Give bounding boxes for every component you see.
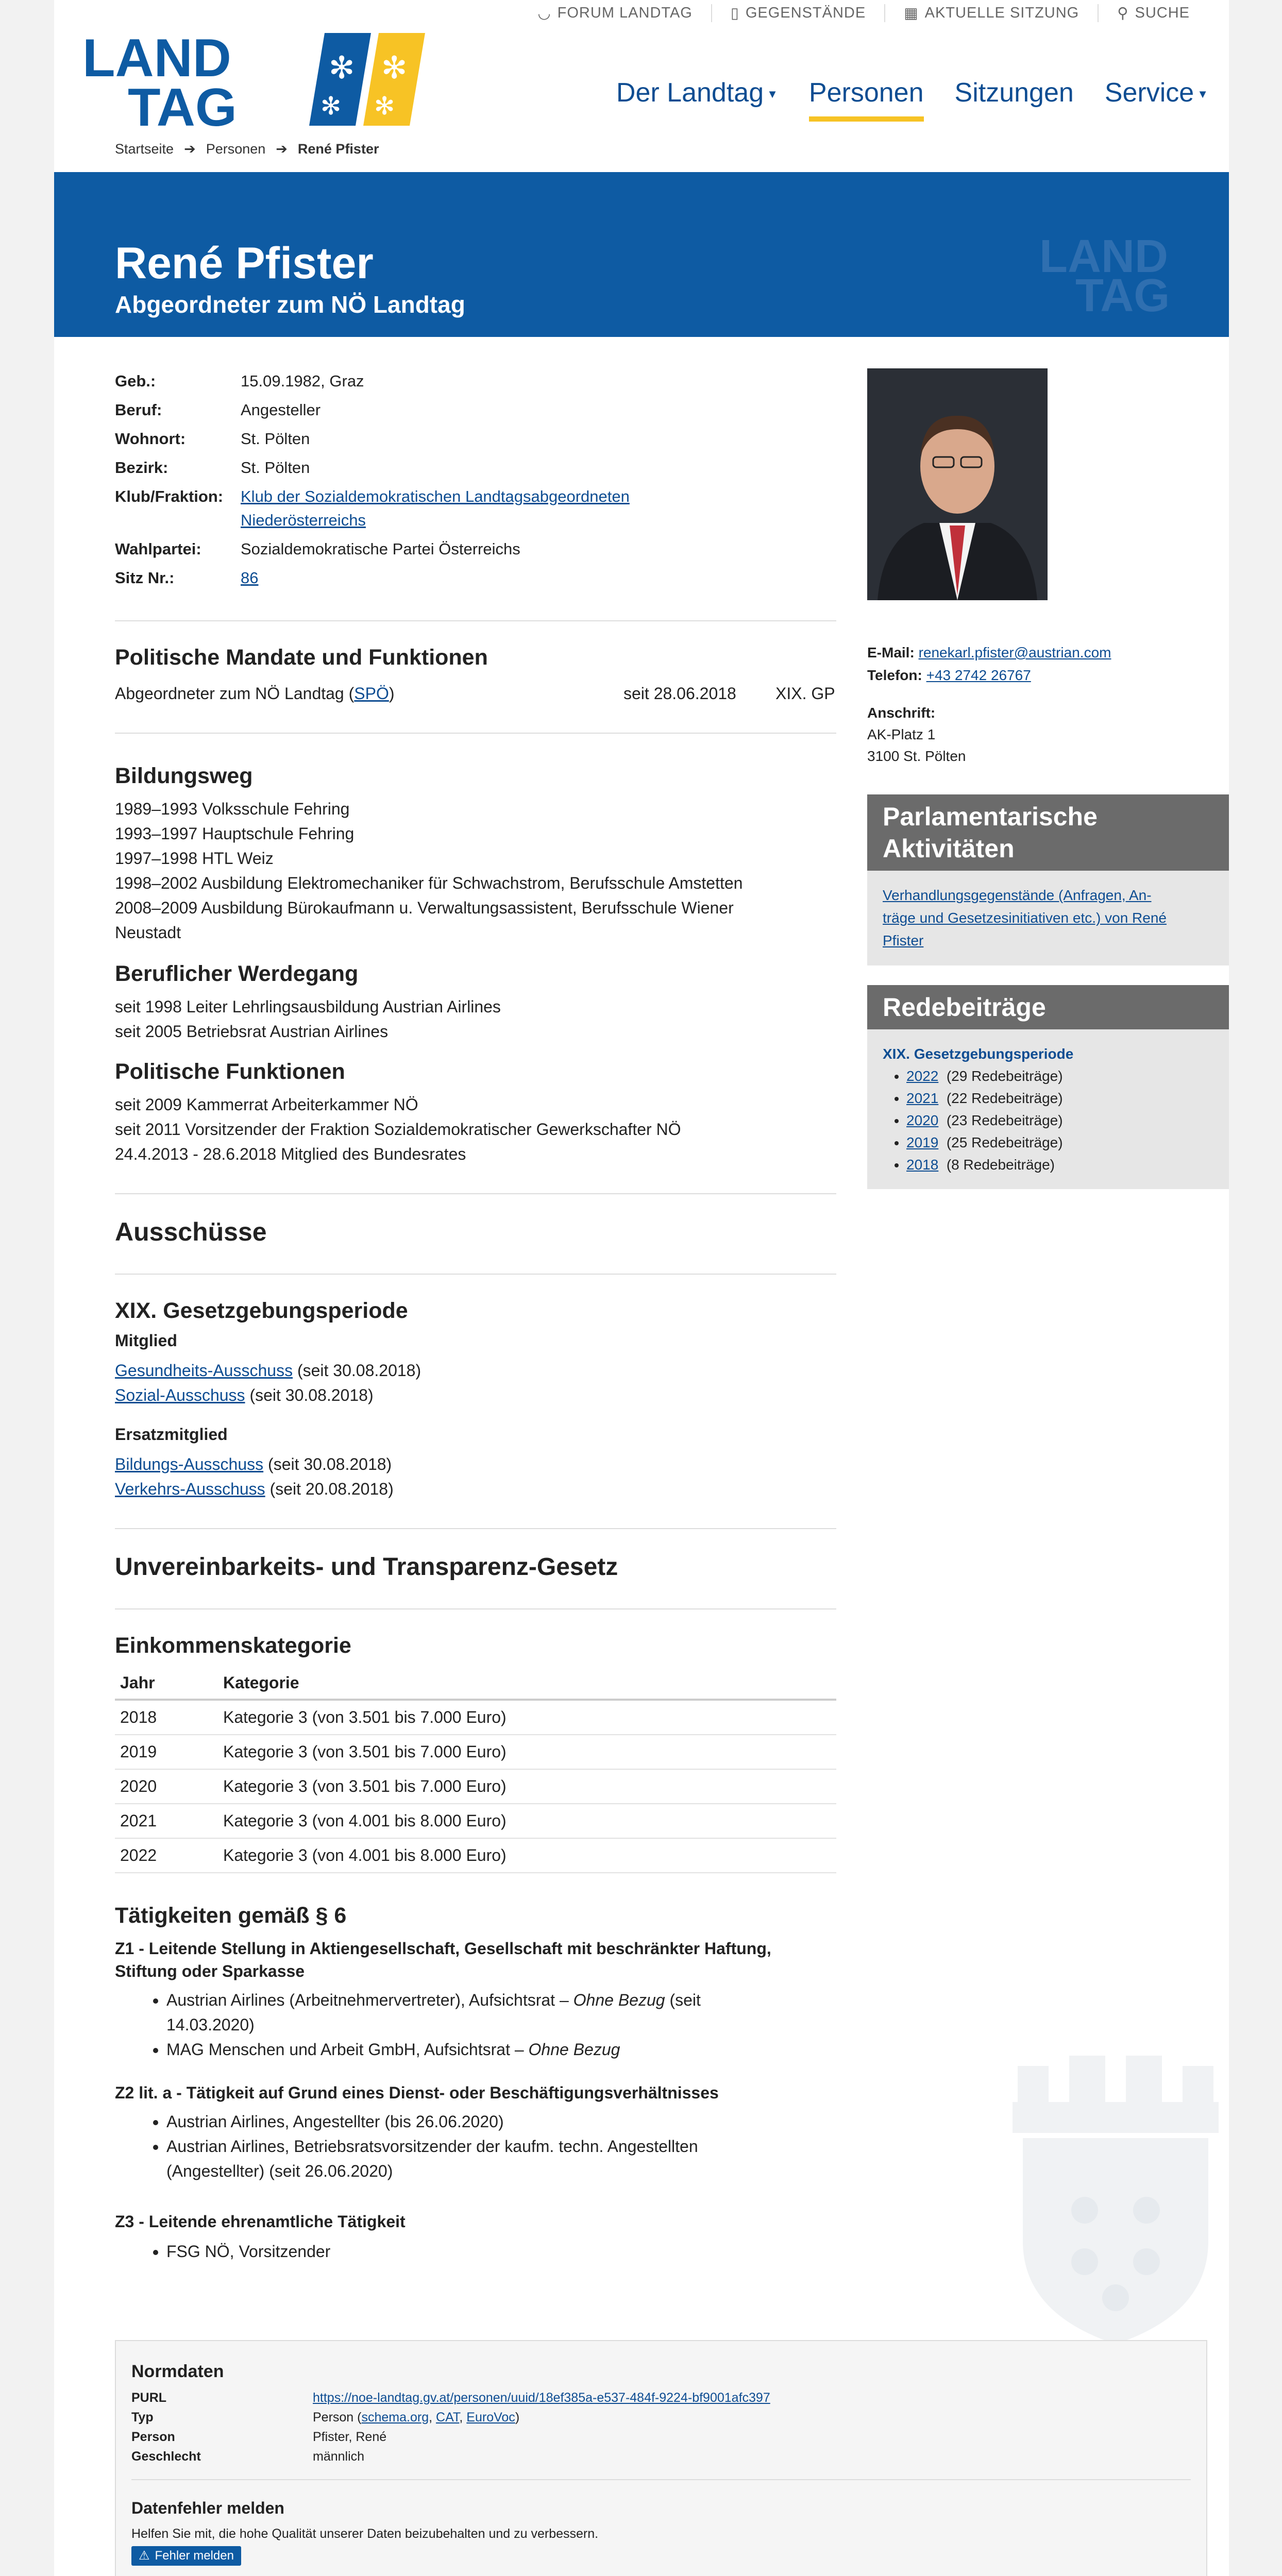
purl-link[interactable]: https://noe-landtag.gv.at/personen/uuid/18ef385a-e537-484f-9224-bf9001afc397: [313, 2391, 770, 2405]
page: [54, 0, 1229, 2576]
nav-personen[interactable]: [809, 77, 924, 122]
polfunk-line: 24.4.2013 - 28.6.2018 Mitglied des Bundesrates: [115, 1145, 466, 1163]
unvereinbarkeit-heading: Unvereinbarkeits- und Transparenz-Gesetz: [115, 1553, 618, 1581]
einkommen-heading: Einkommenskategorie: [115, 1633, 351, 1658]
info-row-sitz: [115, 564, 630, 592]
table-row: [115, 1804, 836, 1838]
page-title: René Pfister: [115, 239, 374, 288]
personal-info: [115, 367, 630, 592]
normdaten-box: [115, 2340, 1207, 2576]
warning-icon: ⚠: [139, 2549, 150, 2563]
norm-row-typ: Typ Person (schema.org, CAT, EuroVoc): [131, 2410, 520, 2425]
bildungsweg-heading: Bildungsweg: [115, 764, 253, 788]
ersatz-list: [115, 1452, 394, 1501]
ausschuesse-heading: Ausschüsse: [115, 1217, 267, 1246]
rede-year-link[interactable]: 2020: [906, 1112, 939, 1128]
parl-box-header: [867, 794, 1229, 871]
info-label: Bezirk:: [115, 459, 168, 477]
info-row-klub: [115, 482, 630, 535]
mitglied-list: [115, 1358, 421, 1408]
divider: [115, 620, 836, 621]
fehler-melden-button[interactable]: [131, 2546, 241, 2566]
nav-landtag-label: Der Landtag: [616, 78, 764, 108]
rede-count: (25 Redebeiträge): [946, 1134, 1063, 1150]
list-item: [166, 1988, 701, 2037]
nav-personen-label: Personen: [808, 78, 924, 108]
z1-item-em: Ohne Bezug: [573, 1991, 665, 2009]
forum-link[interactable]: [519, 4, 711, 22]
polfunk-list: [115, 1092, 681, 1166]
search-label: SUCHE: [1135, 5, 1190, 21]
main-nav: [616, 77, 1208, 122]
cell-kategorie: Kategorie 3 (von 3.501 bis 7.000 Euro): [218, 1700, 836, 1735]
norm-value: männlich: [313, 2449, 365, 2464]
z1-item-text: (seit: [665, 1991, 701, 2009]
mandate-gp: XIX. GP: [775, 684, 835, 703]
divider: [115, 1608, 836, 1609]
cat-link[interactable]: CAT: [436, 2410, 460, 2425]
nav-service[interactable]: [1105, 77, 1208, 122]
rede-count: (22 Redebeiträge): [946, 1090, 1063, 1106]
bildung-line: 1989–1993 Volksschule Fehring: [115, 800, 350, 818]
ausschuss-since: (seit 30.08.2018): [245, 1386, 374, 1404]
mandate-since: seit 28.06.2018: [623, 684, 736, 703]
z1-title-line: Stiftung oder Sparkasse: [115, 1962, 305, 1980]
info-value: 15.09.1982, Graz: [241, 372, 364, 390]
ersatzmitglied-heading: Ersatzmitglied: [115, 1425, 228, 1444]
info-value: St. Pölten: [241, 430, 310, 448]
list-item: [166, 2134, 698, 2183]
normdaten-heading: Normdaten: [131, 2362, 224, 2381]
z2-heading: Z2 lit. a - Tätigkeit auf Grund eines Dienst- oder Beschäftigungsverhältnisses: [115, 2083, 719, 2102]
telefon-row: [867, 664, 1111, 687]
z2-item-text: (Angestellter) (seit 26.06.2020): [166, 2162, 393, 2180]
z3-heading: Z3 - Leitende ehrenamtliche Tätigkeit: [115, 2212, 406, 2231]
list-item: [906, 1154, 1213, 1176]
list-item: [906, 1087, 1213, 1109]
watermark-land: LAND: [1039, 231, 1168, 282]
bildung-line: 1997–1998 HTL Weiz: [115, 849, 274, 868]
ausschuss-since: (seit 30.08.2018): [293, 1361, 421, 1380]
cell-kategorie: Kategorie 3 (von 4.001 bis 8.000 Euro): [218, 1804, 836, 1838]
info-label: Beruf:: [115, 401, 162, 419]
z1-item-text: Austrian Airlines (Arbeitnehmervertreter), Aufsichtsrat –: [166, 1991, 573, 2009]
svg-text:✻: ✻: [381, 50, 408, 86]
arrow-right-icon: ➔: [276, 141, 288, 157]
norm-row-geschlecht: [131, 2449, 364, 2464]
cell-jahr: 2018: [115, 1700, 218, 1735]
mandate-text: Abgeordneter zum NÖ Landtag (: [115, 684, 355, 703]
mandate-close: ): [389, 684, 395, 703]
norm-label: Typ: [131, 2410, 154, 2425]
forum-icon: ◡: [537, 5, 551, 22]
z1-item-em: Ohne Bezug: [528, 2040, 620, 2059]
z1-item-text: MAG Menschen und Arbeit GmbH, Aufsichtsrat –: [166, 2040, 529, 2059]
search-link[interactable]: [1098, 4, 1208, 22]
rede-year-link[interactable]: 2018: [906, 1157, 939, 1173]
redebeitraege-box: [867, 985, 1229, 1189]
parl-title-line: Aktivitäten: [883, 834, 1015, 863]
cell-jahr: 2019: [115, 1735, 218, 1769]
info-value: Angesteller: [241, 401, 321, 419]
hero-banner: [54, 172, 1229, 337]
anschrift-label: Anschrift:: [867, 705, 936, 721]
parl-title-line: Parlamentarische: [883, 802, 1098, 831]
address-line: 3100 St. Pölten: [867, 748, 966, 764]
list-item: [906, 1131, 1213, 1154]
caret-down-icon: ▼: [767, 88, 778, 101]
fehler-melden-label: Fehler melden: [155, 2549, 234, 2563]
z2-list: [115, 2109, 698, 2183]
coat-of-arms-watermark: [1007, 2056, 1224, 2344]
ausschuss-item: [115, 1358, 421, 1383]
klub-link[interactable]: [241, 485, 630, 532]
rede-year-link[interactable]: 2022: [906, 1068, 939, 1084]
datenfehler-heading: Datenfehler melden: [131, 2499, 284, 2517]
cell-jahr: 2022: [115, 1838, 218, 1873]
mitglied-heading: Mitglied: [115, 1331, 177, 1350]
cell-jahr: 2021: [115, 1804, 218, 1838]
norm-label: Person: [131, 2430, 175, 2444]
cell-kategorie: Kategorie 3 (von 3.501 bis 7.000 Euro): [218, 1769, 836, 1804]
bildung-line: Neustadt: [115, 923, 181, 942]
parl-link-line: Pfister: [883, 933, 924, 948]
table-row: [115, 1838, 836, 1873]
table-row: [115, 1735, 836, 1769]
bildungs-ausschuss-link[interactable]: Bildungs-Ausschuss: [115, 1455, 264, 1473]
info-row-beruf: [115, 396, 630, 425]
klub-link-line2: Niederösterreichs: [241, 511, 366, 529]
z3-list: [115, 2239, 330, 2264]
utility-nav: [519, 4, 1208, 22]
hero-watermark: [1039, 231, 1170, 321]
info-value: St. Pölten: [241, 459, 310, 477]
info-label: Klub/Fraktion:: [115, 487, 224, 505]
norm-label: PURL: [131, 2391, 167, 2405]
bildung-line: 2008–2009 Ausbildung Bürokaufmann u. Verwaltungsassistent, Berufsschule Wiener: [115, 899, 734, 917]
breadcrumb-home[interactable]: Startseite: [115, 141, 174, 157]
rede-count: (29 Redebeiträge): [946, 1068, 1063, 1084]
werdegang-line: seit 2005 Betriebsrat Austrian Airlines: [115, 1022, 389, 1041]
arrow-right-icon: ➔: [184, 141, 196, 157]
telefon-label: Telefon:: [867, 667, 922, 683]
bildungsweg-list: [115, 796, 743, 945]
table-row: [115, 1769, 836, 1804]
divider: [115, 1528, 836, 1529]
z1-item-text: 14.03.2020): [166, 2015, 255, 2034]
list-item: • FSG NÖ, Vorsitzender: [166, 2239, 330, 2264]
norm-row-purl: [131, 2391, 770, 2405]
table-header-row: [115, 1667, 836, 1700]
col-jahr: Jahr: [115, 1667, 218, 1700]
nav-service-label: Service: [1104, 78, 1194, 108]
aktuelle-sitzung-link[interactable]: [884, 4, 1098, 22]
polfunk-line: seit 2009 Kammerrat Arbeiterkammer NÖ: [115, 1095, 418, 1114]
rede-box-header: Redebeiträge: [867, 985, 1229, 1029]
info-value: Sozialdemokratische Partei Österreichs: [241, 540, 520, 558]
norm-label: Geschlecht: [131, 2449, 201, 2464]
ausschuss-item: [115, 1452, 394, 1477]
anschrift-block: [867, 702, 1111, 767]
info-row-wohnort: [115, 425, 630, 453]
bildung-line: 1998–2002 Ausbildung Elektromechaniker für Schwachstrom, Berufsschule Amstetten: [115, 874, 743, 892]
email-link[interactable]: renekarl.pfister@austrian.com: [918, 645, 1111, 660]
list-item: [906, 1065, 1213, 1087]
parl-box-body: [867, 871, 1229, 965]
polfunk-heading: Politische Funktionen: [115, 1059, 345, 1084]
document-icon: ▯: [730, 5, 739, 22]
breadcrumb-personen[interactable]: Personen: [206, 141, 266, 157]
caret-down-icon: ▼: [1197, 88, 1208, 101]
nav-sitzungen-label: Sitzungen: [954, 78, 1074, 108]
mandate-heading: Politische Mandate und Funktionen: [115, 645, 488, 670]
rede-year-link[interactable]: 2021: [906, 1090, 939, 1106]
ausschuss-since: (seit 20.08.2018): [265, 1480, 394, 1498]
svg-text:✻: ✻: [374, 92, 395, 121]
ausschuss-item: [115, 1477, 394, 1501]
verkehrs-ausschuss-link[interactable]: Verkehrs-Ausschuss: [115, 1480, 265, 1498]
logo-text-tag: TAG: [128, 78, 237, 130]
polfunk-line: seit 2011 Vorsitzender der Fraktion Sozialdemokratischer Gewerkschafter NÖ: [115, 1120, 681, 1139]
schema-org-link[interactable]: schema.org: [361, 2410, 429, 2425]
norm-typ-close: ): [515, 2410, 520, 2425]
info-row-wahlpartei: [115, 535, 630, 564]
ausschuesse-period: XIX. Gesetzgebungsperiode: [115, 1298, 408, 1323]
werdegang-list: [115, 994, 501, 1044]
info-row-geb: [115, 367, 630, 396]
page-subtitle: Abgeordneter zum NÖ Landtag: [115, 291, 465, 318]
address-line: AK-Platz 1: [867, 726, 936, 742]
portrait-photo: [867, 368, 1048, 600]
ausschuss-item: [115, 1383, 421, 1408]
parl-link-line: träge und Gesetzesinitiativen etc.) von René: [883, 910, 1167, 926]
list-item: [166, 2037, 701, 2062]
gesundheits-ausschuss-link[interactable]: Gesundheits-Ausschuss: [115, 1361, 293, 1380]
list-item: • Austrian Airlines, Angestellter (bis 26.06.2020): [166, 2109, 698, 2134]
z2-item-text: Austrian Airlines, Betriebsratsvorsitzender der kaufm. techn. Angestellten: [166, 2137, 698, 2156]
telefon-link[interactable]: +43 2742 26767: [926, 667, 1031, 683]
rede-year-link[interactable]: 2019: [906, 1134, 939, 1150]
svg-text:✻: ✻: [329, 50, 355, 86]
datenfehler-text: Helfen Sie mit, die hohe Qualität unserer Daten beizubehalten und zu verbessern.: [131, 2527, 599, 2541]
party-link[interactable]: SPÖ: [354, 684, 389, 703]
table-row: [115, 1700, 836, 1735]
svg-text:✻: ✻: [320, 92, 342, 121]
taetigkeiten-heading: Tätigkeiten gemäß § 6: [115, 1903, 347, 1928]
ausschuss-since: (seit 30.08.2018): [263, 1455, 392, 1473]
norm-row-person: [131, 2430, 386, 2445]
bildung-line: 1993–1997 Hauptschule Fehring: [115, 824, 355, 843]
info-label: Geb.:: [115, 372, 156, 390]
werdegang-line: seit 1998 Leiter Lehrlingsausbildung Austrian Airlines: [115, 997, 501, 1016]
gegenstaende-label: GEGENSTÄNDE: [745, 5, 866, 21]
logo-text-land: LAND: [82, 32, 231, 88]
divider: [115, 1274, 836, 1275]
search-icon: ⚲: [1117, 5, 1129, 22]
watermark-tag: TAG: [1075, 270, 1170, 321]
calendar-icon: ▦: [904, 5, 919, 22]
col-kategorie: Kategorie: [218, 1667, 836, 1700]
list-item: [906, 1109, 1213, 1131]
z1-list: [115, 1988, 701, 2062]
norm-typ-text: Person (: [313, 2410, 362, 2425]
divider: [115, 1193, 836, 1194]
gegenstaende-link[interactable]: [711, 4, 884, 22]
einkommen-table: [115, 1667, 836, 1873]
klub-link-line1: Klub der Sozialdemokratischen Landtagsabgeordneten: [241, 487, 630, 505]
mandate-row: [115, 681, 395, 706]
cell-kategorie: Kategorie 3 (von 4.001 bis 8.000 Euro): [218, 1838, 836, 1873]
verhandlungsgegenstaende-link[interactable]: [883, 887, 1167, 948]
parl-link-line: Verhandlungsgegenstände (Anfragen, An-: [883, 887, 1152, 903]
info-label: Wahlpartei:: [115, 540, 201, 558]
z1-title-line: Z1 - Leitende Stellung in Aktiengesellschaft, Gesellschaft mit beschränkter Haftung,: [115, 1939, 771, 1958]
rede-box-body: [867, 1029, 1229, 1189]
parlamentarische-aktivitaeten-box: [867, 794, 1229, 965]
email-row: [867, 641, 1111, 664]
info-row-bezirk: [115, 453, 630, 482]
info-label: Sitz Nr.:: [115, 569, 175, 587]
breadcrumb: [115, 141, 379, 157]
rede-period: XIX. Gesetzgebungsperiode: [883, 1046, 1074, 1062]
nav-sitzungen[interactable]: [955, 77, 1074, 122]
sozial-ausschuss-link[interactable]: Sozial-Ausschuss: [115, 1386, 245, 1404]
email-label: E-Mail:: [867, 645, 915, 660]
info-label: Wohnort:: [115, 430, 186, 448]
z1-heading: [115, 1937, 771, 1982]
divider: [115, 733, 836, 734]
cell-kategorie: Kategorie 3 (von 3.501 bis 7.000 Euro): [218, 1735, 836, 1769]
breadcrumb-current: René Pfister: [297, 141, 379, 157]
rede-count: (23 Redebeiträge): [946, 1112, 1063, 1128]
divider: [131, 2479, 1191, 2480]
rede-count: (8 Redebeiträge): [946, 1157, 1055, 1173]
eurovoc-link[interactable]: EuroVoc: [466, 2410, 515, 2425]
contact-block: [867, 641, 1111, 767]
landtag-logo[interactable]: [82, 32, 433, 132]
sitz-link[interactable]: 86: [241, 569, 259, 587]
cell-jahr: 2020: [115, 1769, 218, 1804]
norm-value: Pfister, René: [313, 2430, 387, 2444]
sitzung-label: AKTUELLE SITZUNG: [924, 5, 1079, 21]
forum-label: FORUM LANDTAG: [557, 5, 693, 21]
werdegang-heading: Beruflicher Werdegang: [115, 961, 359, 986]
nav-der-landtag[interactable]: [616, 77, 778, 122]
